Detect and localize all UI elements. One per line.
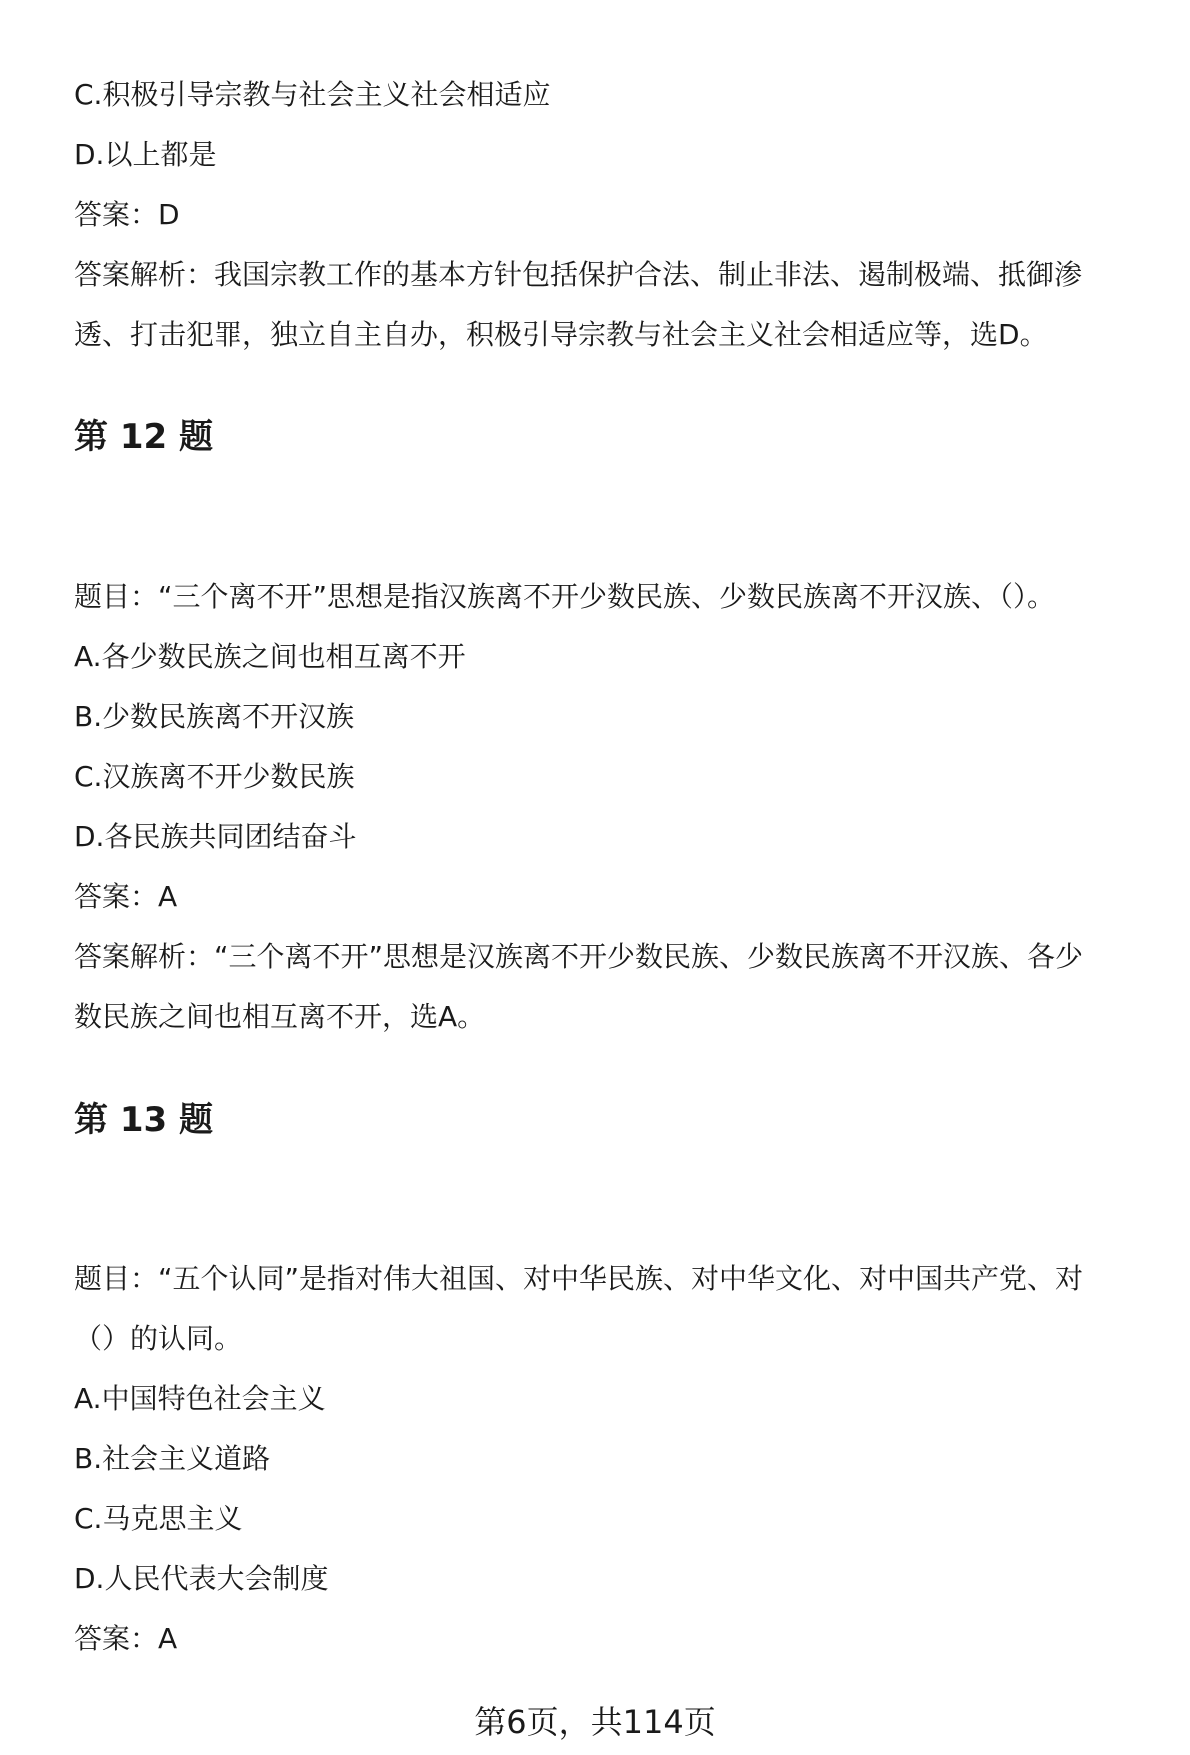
q12-option-c: C.汉族离不开少数民族 xyxy=(74,760,355,793)
q12-answer: 答案：A xyxy=(74,880,178,913)
page-number-footer: 第6页，共114页 xyxy=(474,1703,716,1741)
q13-option-c: C.马克思主义 xyxy=(74,1502,243,1535)
prev-explanation-line-1: 答案解析：我国宗教工作的基本方针包括保护合法、制止非法、遏制极端、抵御渗 xyxy=(74,258,1083,291)
prev-explanation-line-2: 透、打击犯罪，独立自主自办，积极引导宗教与社会主义社会相适应等，选D。 xyxy=(74,318,1048,351)
q12-option-d: D.各民族共同团结奋斗 xyxy=(74,820,357,853)
q12-option-b: B.少数民族离不开汉族 xyxy=(74,700,355,733)
q13-heading: 第 13 题 xyxy=(74,1100,213,1140)
prev-option-c: C.积极引导宗教与社会主义社会相适应 xyxy=(74,78,551,111)
q13-question-line-1: 题目：“五个认同”是指对伟大祖国、对中华民族、对中华文化、对中国共产党、对 xyxy=(74,1262,1084,1295)
q13-answer: 答案：A xyxy=(74,1622,178,1655)
q12-option-a: A.各少数民族之间也相互离不开 xyxy=(74,640,466,673)
prev-answer: 答案：D xyxy=(74,198,180,231)
q13-option-b: B.社会主义道路 xyxy=(74,1442,271,1475)
q12-explanation-line-1: 答案解析：“三个离不开”思想是汉族离不开少数民族、少数民族离不开汉族、各少 xyxy=(74,940,1084,973)
prev-option-d: D.以上都是 xyxy=(74,138,217,171)
q12-question: 题目：“三个离不开”思想是指汉族离不开少数民族、少数民族离不开汉族、（）。 xyxy=(74,580,1056,613)
q12-explanation-line-2: 数民族之间也相互离不开，选A。 xyxy=(74,1000,486,1033)
q13-option-a: A.中国特色社会主义 xyxy=(74,1382,326,1415)
q13-option-d: D.人民代表大会制度 xyxy=(74,1562,329,1595)
q12-heading: 第 12 题 xyxy=(74,417,213,457)
q13-question-line-2: （）的认同。 xyxy=(74,1322,243,1355)
